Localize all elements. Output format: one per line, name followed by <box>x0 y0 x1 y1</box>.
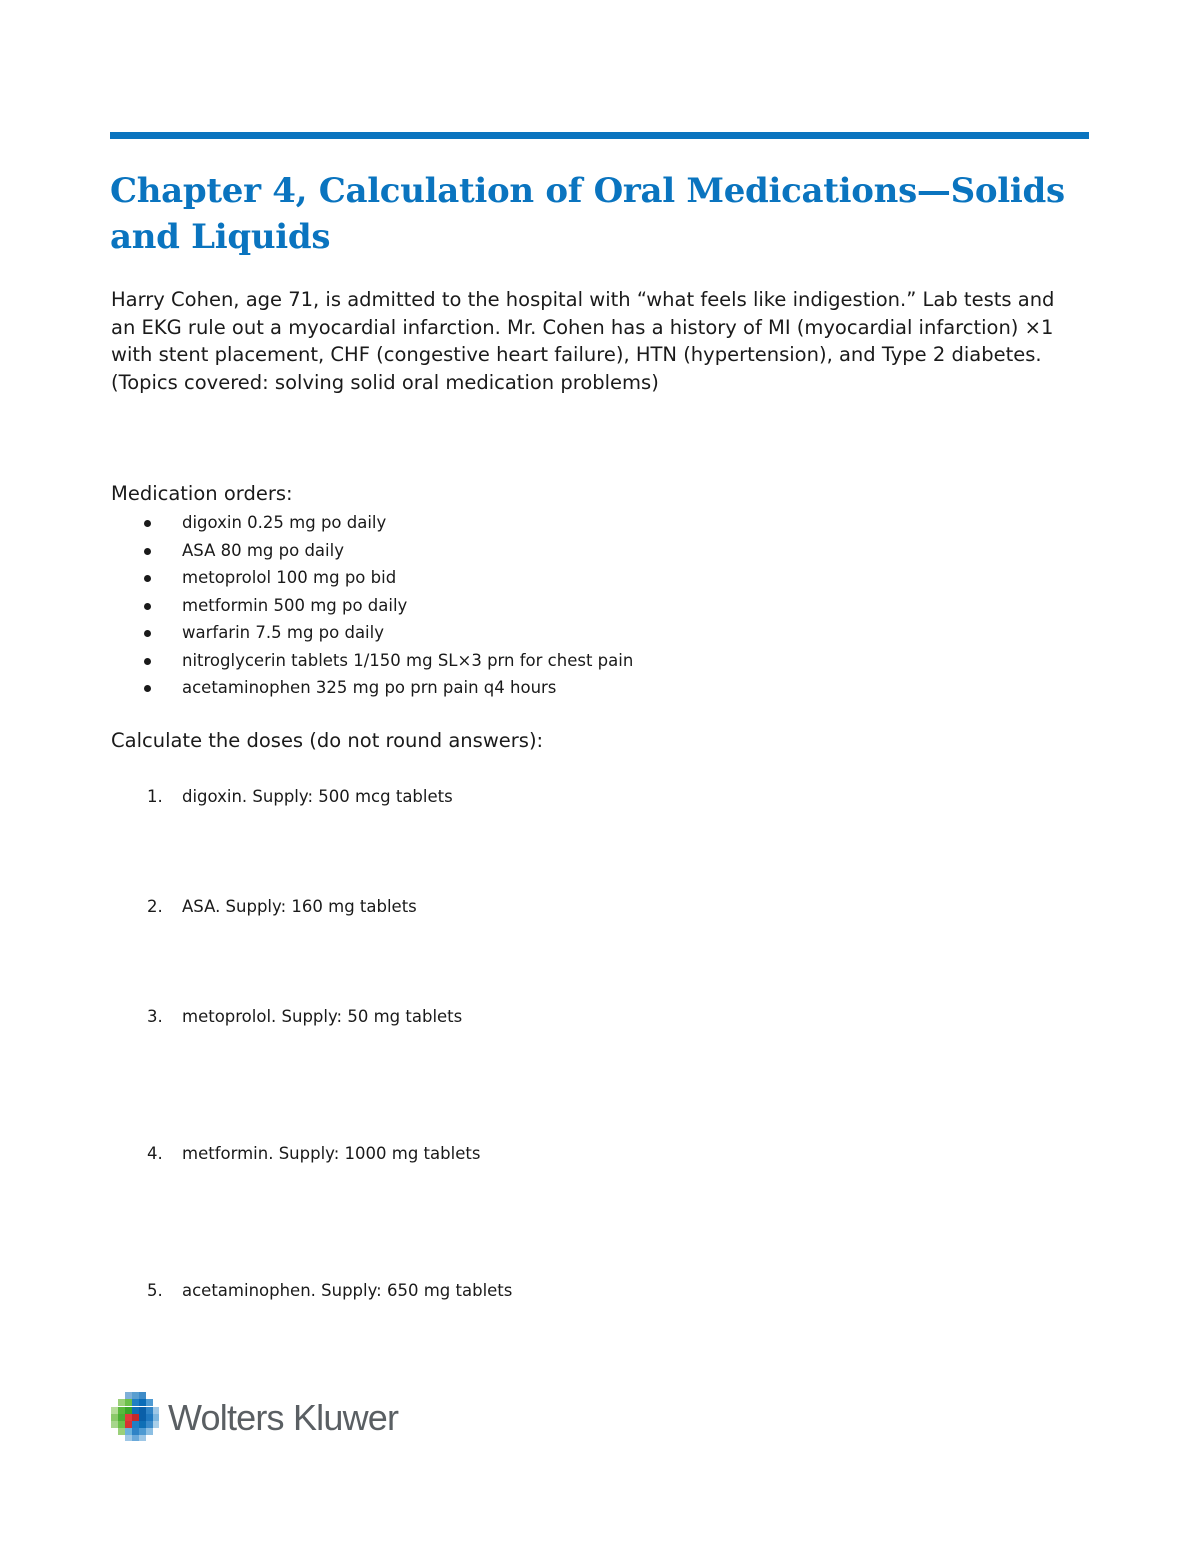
question-number: 3. <box>147 1007 163 1026</box>
order-text: warfarin 7.5 mg po daily <box>182 623 384 642</box>
order-text: metformin 500 mg po daily <box>182 595 408 615</box>
bullet-icon <box>144 520 151 527</box>
list-item <box>111 509 633 537</box>
list-item <box>111 537 633 565</box>
question-number: 1. <box>147 787 163 806</box>
question-number: 5. <box>147 1281 163 1300</box>
question-number: 2. <box>147 897 163 916</box>
bullet-icon <box>144 630 151 637</box>
question-text: digoxin. Supply: 500 mcg tablets <box>182 787 453 806</box>
question-number: 4. <box>147 1144 163 1163</box>
bullet-icon <box>144 548 151 555</box>
page-title: Chapter 4, Calculation of Oral Medications—Solids and Liquids <box>110 171 1065 257</box>
logo-wordmark: Wolters Kluwer <box>168 1397 399 1438</box>
list-item <box>111 647 633 675</box>
list-item <box>111 619 633 647</box>
order-text: acetaminophen 325 mg po prn pain q4 hours <box>182 678 557 697</box>
question-text: ASA. Supply: 160 mg tablets <box>182 897 417 916</box>
calculate-doses-label: Calculate the doses (do not round answers): <box>111 729 544 752</box>
medication-orders-label: Medication orders: <box>111 482 293 505</box>
question-text: acetaminophen. Supply: 650 mg tablets <box>182 1281 513 1300</box>
question-text: metoprolol. Supply: 50 mg tablets <box>182 1007 463 1026</box>
wolters-kluwer-logo <box>110 1392 430 1444</box>
medication-orders-list <box>111 509 633 702</box>
bullet-icon <box>144 603 151 610</box>
order-text: metoprolol 100 mg po bid <box>182 568 397 587</box>
order-text: ASA 80 mg po daily <box>182 540 344 560</box>
wolters-kluwer-mark-icon <box>110 1392 160 1442</box>
list-item <box>111 674 633 702</box>
bullet-icon <box>144 658 151 665</box>
order-text: nitroglycerin tablets 1/150 mg SL×3 prn for chest pain <box>182 650 634 670</box>
header-rule <box>110 132 1089 139</box>
order-text: digoxin 0.25 mg po daily <box>182 513 387 532</box>
question-text: metformin. Supply: 1000 mg tablets <box>182 1144 481 1163</box>
bullet-icon <box>144 575 151 582</box>
list-item <box>111 564 633 592</box>
case-intro: Harry Cohen, age 71, is admitted to the hospital with “what feels like indigestion.” Lab tests and an EKG rule out a myocardial infarction. Mr. Cohen has a history of MI (myocardial infarction) ×1 with stent placement, CHF (congestive heart failure), HTN (hypertension), and Type 2 diabetes. (Topics covered: solving solid oral medication problems) <box>111 288 1055 394</box>
list-item <box>111 592 633 620</box>
bullet-icon <box>144 685 151 692</box>
